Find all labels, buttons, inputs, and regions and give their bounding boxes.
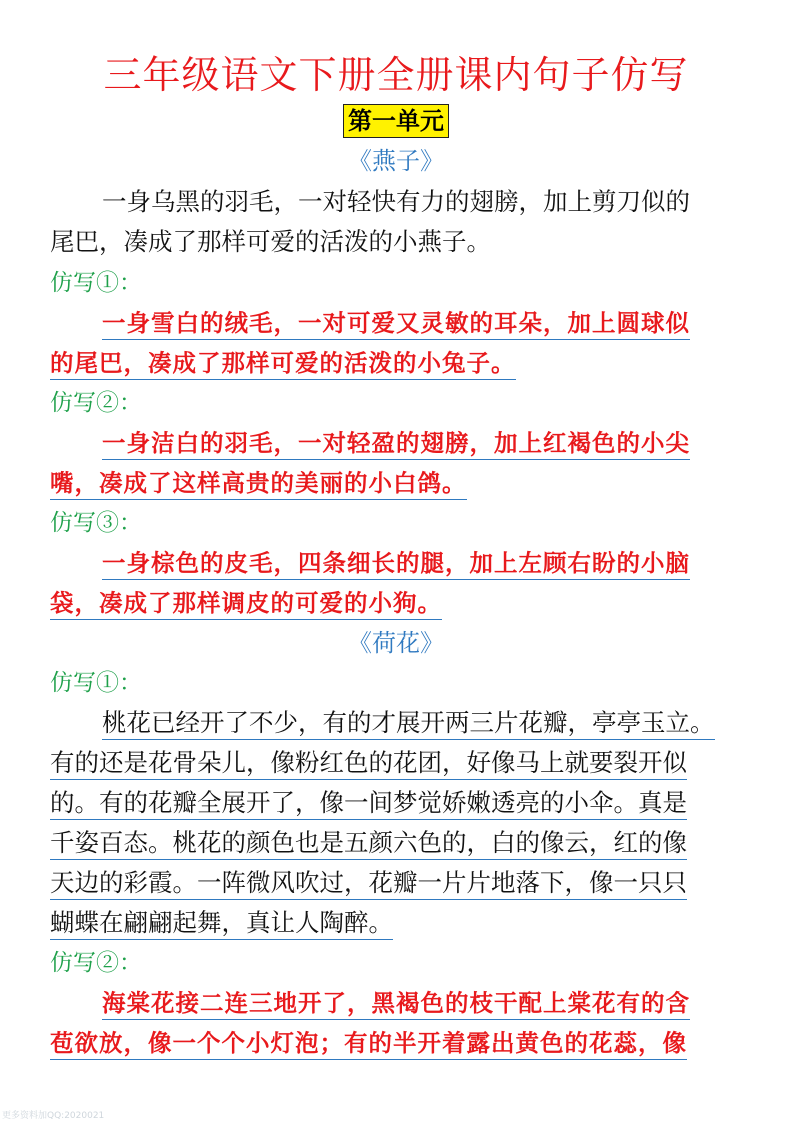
imitation-text <box>50 543 750 623</box>
text-line: 桃花已经开了不少，有的才展开两三片花瓣，亭亭玉立。 <box>50 703 750 743</box>
text-line: 一身乌黑的羽毛，一对轻快有力的翅膀，加上剪刀似的 <box>102 187 690 216</box>
text-line: 天边的彩霞。一阵微风吹过，花瓣一片片地落下，像一只只 <box>50 863 750 903</box>
imitation-label: 仿写①： <box>50 270 142 296</box>
lesson-title-yanzi: 《燕子》 <box>348 147 444 175</box>
text-line: 蝴蝶在翩翩起舞，真让人陶醉。 <box>50 903 750 943</box>
imitation-label: 仿写③： <box>50 510 142 536</box>
text-line: 的。有的花瓣全展开了，像一间梦觉娇嫩透亮的小伞。真是 <box>50 783 750 823</box>
text-line: 一身洁白的羽毛，一对轻盈的翅膀，加上红褐色的小尖 <box>50 423 750 463</box>
text-line: 千姿百态。桃花的颜色也是五颜六色的，白的像云，红的像 <box>50 823 750 863</box>
text-line: 海棠花接二连三地开了，黑褐色的枝干配上棠花有的含 <box>50 983 750 1023</box>
text-line: 的尾巴，凑成了那样可爱的活泼的小兔子。 <box>50 343 750 383</box>
unit-heading <box>0 104 792 138</box>
text-line: 尾巴，凑成了那样可爱的活泼的小燕子。 <box>50 227 491 256</box>
original-sentence <box>50 182 750 262</box>
imitation-text <box>50 303 750 383</box>
imitation-label: 仿写②： <box>50 390 142 416</box>
lesson-title-hehua: 《荷花》 <box>348 629 444 657</box>
imitation-text <box>50 423 750 503</box>
text-line: 一身棕色的皮毛，四条细长的腿，加上左顾右盼的小脑 <box>50 543 750 583</box>
imitation-label: 仿写②： <box>50 950 142 976</box>
imitation-text <box>50 703 750 943</box>
text-line: 嘴，凑成了这样高贵的美丽的小白鸽。 <box>50 463 750 503</box>
watermark: 更多资料加QQ:2020021 <box>2 1111 105 1121</box>
page-title: 三年级语文下册全册课内句子仿写 <box>103 53 689 97</box>
unit-label: 第一单元 <box>343 104 449 138</box>
imitation-label: 仿写①： <box>50 670 142 696</box>
text-line: 有的还是花骨朵儿，像粉红色的花团，好像马上就要裂开似 <box>50 743 750 783</box>
imitation-text <box>50 983 750 1063</box>
text-line: 一身雪白的绒毛，一对可爱又灵敏的耳朵，加上圆球似 <box>50 303 750 343</box>
text-line: 袋，凑成了那样调皮的可爱的小狗。 <box>50 583 750 623</box>
text-line: 苞欲放，像一个个小灯泡；有的半开着露出黄色的花蕊，像 <box>50 1023 750 1063</box>
